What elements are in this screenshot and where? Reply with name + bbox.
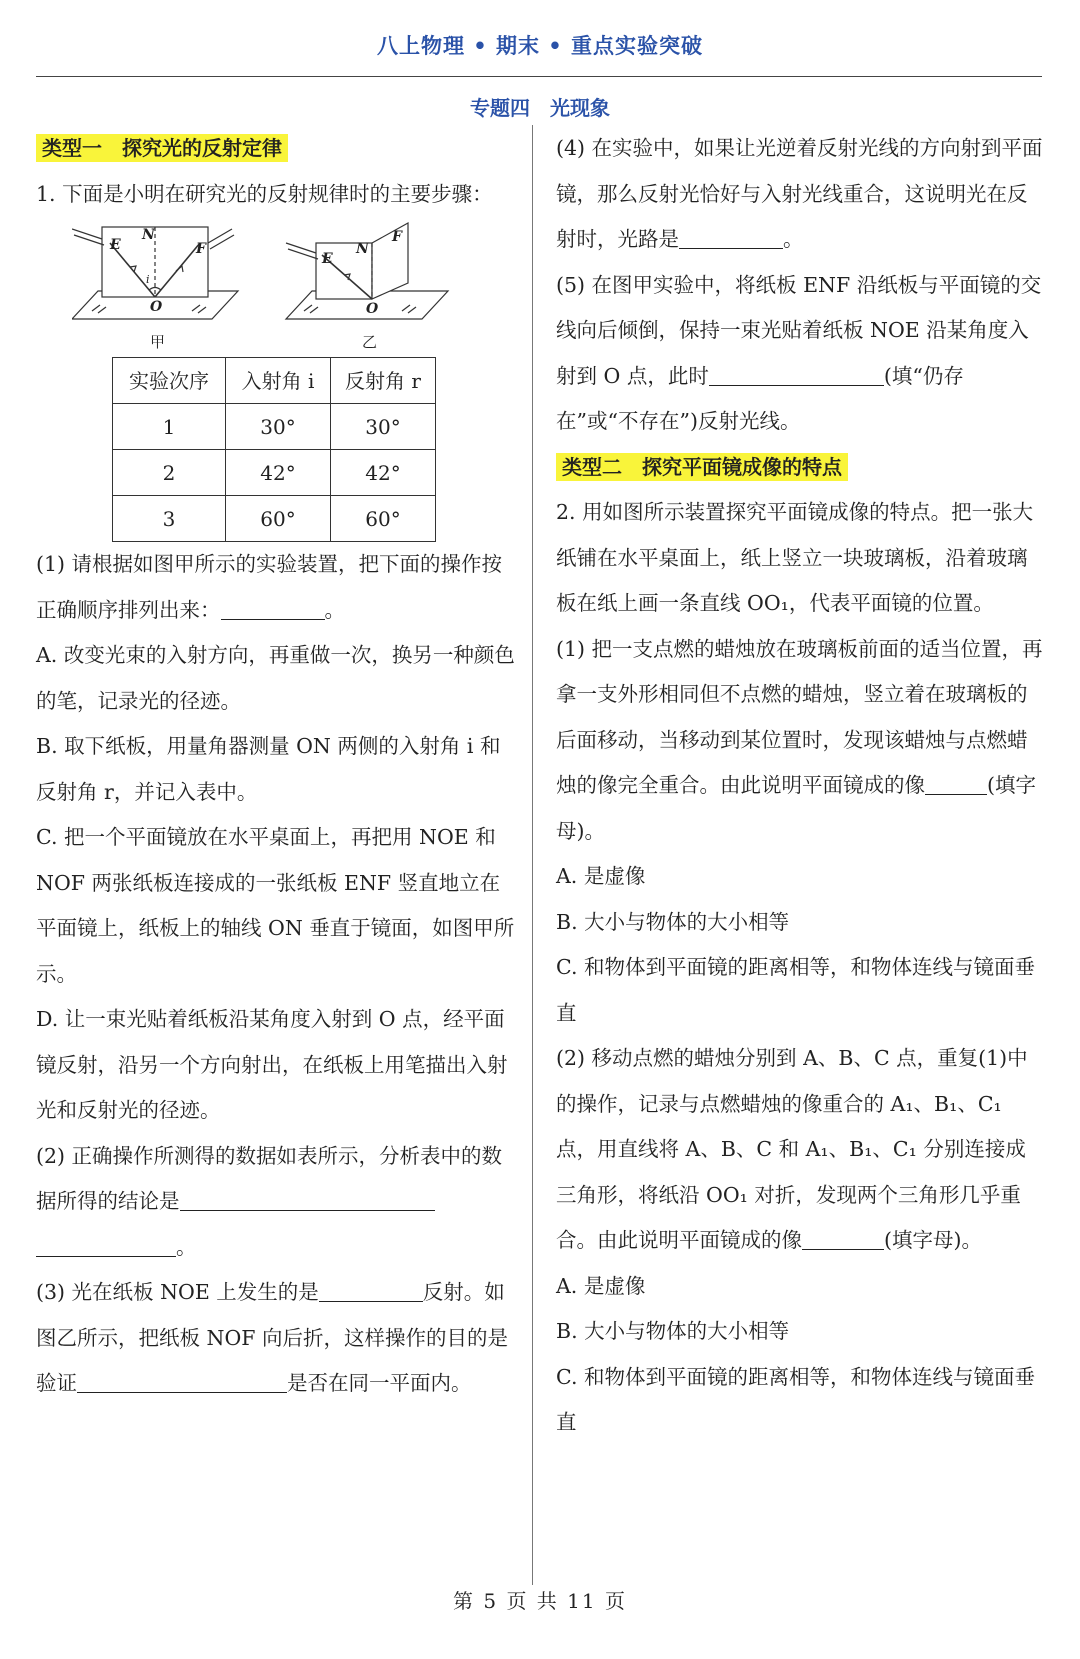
- q1-3-end: 是否在同一平面内。: [287, 1371, 472, 1395]
- label-O-yi: O: [366, 301, 379, 317]
- table-cell: 30°: [331, 404, 436, 450]
- page-header-title: 八上物理 • 期末 • 重点实验突破: [376, 34, 704, 58]
- right-column: [556, 126, 1044, 1446]
- table-cell: 3: [113, 496, 226, 542]
- question-two-part-2: [556, 1036, 1044, 1264]
- answer-blank: [36, 1234, 176, 1257]
- q1-4-text: (4) 在实验中，如果让光逆着反射光线的方向射到平面镜，那么反射光恰好与入射光线重合，这说明光在反射时，光路是: [556, 136, 1043, 251]
- option-a: A. 改变光束的入射方向，再重做一次，换另一种颜色的笔，记录光的径迹。: [36, 643, 515, 713]
- question-one-part-1: [36, 542, 520, 633]
- q2-1-option-c: C. 和物体到平面镜的距离相等，和物体连线与镜面垂直: [556, 955, 1035, 1025]
- experiment-diagram: [72, 221, 492, 353]
- header-rule: [36, 76, 1042, 77]
- table-cell: 1: [113, 404, 226, 450]
- label-yi: 乙: [362, 333, 378, 351]
- page-footer: 第 5 页 共 11 页: [453, 1589, 627, 1613]
- label-O-jia: O: [150, 299, 163, 315]
- q1-1-end: 。: [324, 597, 345, 622]
- figure-yi: [286, 223, 448, 351]
- q2-1-end: (填字母)。: [556, 773, 1036, 843]
- question-two-part-1: [556, 627, 1044, 855]
- table-cell: 42°: [226, 450, 331, 496]
- option-c: C. 把一个平面镜放在水平桌面上，再把用 NOE 和 NOF 两张纸板连接成的一张纸板 ENF 竖直地立在平面镜上，纸板上的轴线 ON 垂直于镜面，如图甲所示。: [36, 825, 515, 986]
- label-F-yi: F: [392, 229, 402, 245]
- question-one-part-3: [36, 1270, 520, 1407]
- table-header-cell: 反射角 r: [331, 358, 436, 404]
- option-b: B. 取下纸板，用量角器测量 ON 两侧的入射角 i 和反射角 r，并记入表中。: [36, 734, 501, 804]
- answer-blank: [77, 1370, 287, 1393]
- table-cell: 60°: [226, 496, 331, 542]
- category-one-heading: [36, 126, 520, 172]
- answer-blank: [709, 363, 884, 386]
- table-header-cell: 实验次序: [113, 358, 226, 404]
- table-row: [113, 496, 436, 542]
- q1-5-end: (填“仍存在”或“不存在”)反射光线。: [556, 363, 964, 433]
- answer-blank: [802, 1227, 884, 1250]
- table-header-cell: 入射角 i: [226, 358, 331, 404]
- question-one-part-2: [36, 1134, 520, 1271]
- category-one-label: 类型一 探究光的反射定律: [36, 134, 288, 162]
- question-one-part-5: [556, 263, 1044, 445]
- q2-2-text: (2) 移动点燃的蜡烛分别到 A、B、C 点，重复(1)中的操作，记录与点燃蜡烛的像重合的 A₁、B₁、C₁ 点，用直线将 A、B、C 和 A₁、B₁、C₁ 分别连接成三角形，将纸沿 OO₁ 对折，发现两个三角形几乎重合。由此说明平面镜成的像: [556, 1046, 1028, 1252]
- reflection-experiment-figure: [36, 217, 520, 357]
- q1-3-mid: 反射。如图乙所示，把纸板 NOF 向后折，这样操作的目的是验证: [36, 1280, 508, 1395]
- q1-4-end: 。: [783, 227, 804, 251]
- label-F-jia: F: [196, 241, 206, 257]
- figure-jia: [72, 227, 238, 351]
- answer-blank: [319, 1279, 423, 1302]
- q2-1-option-a: A. 是虚像: [556, 864, 646, 888]
- label-jia: 甲: [150, 333, 166, 351]
- q1-5-text: (5) 在图甲实验中，将纸板 ENF 沿纸板与平面镜的交线向后倾倒，保持一束光贴着纸板 NOE 沿某角度入射到 O 点，此时: [556, 272, 1042, 388]
- q1-3-text: (3) 光在纸板 NOE 上发生的是: [36, 1280, 319, 1304]
- label-N-jia: N: [142, 227, 155, 243]
- answer-blank: [679, 226, 783, 249]
- table-row: [113, 450, 436, 496]
- answer-blank: [180, 1188, 435, 1211]
- label-E-jia: E: [110, 237, 121, 253]
- label-N-yi: N: [356, 241, 369, 257]
- q2-2-end: (填字母)。: [884, 1228, 982, 1252]
- angle-data-table: [112, 357, 436, 542]
- table-row: [113, 404, 436, 450]
- column-divider: [532, 125, 533, 1585]
- question-one-part-4: [556, 126, 1044, 263]
- table-cell: 30°: [226, 404, 331, 450]
- question-one-intro: 1. 下面是小明在研究光的反射规律时的主要步骤：: [36, 181, 493, 206]
- left-column: [36, 126, 520, 1407]
- category-two-label: 类型二 探究平面镜成像的特点: [556, 453, 848, 481]
- q2-2-option-a: A. 是虚像: [556, 1273, 646, 1298]
- q1-1-text: (1) 请根据如图甲所示的实验装置，把下面的操作按正确顺序排列出来：: [36, 552, 503, 622]
- table-cell: 2: [113, 450, 226, 496]
- category-two-heading: [556, 445, 1044, 491]
- q2-1-option-b: B. 大小与物体的大小相等: [556, 909, 790, 934]
- q1-2-end: 。: [176, 1234, 197, 1259]
- table-header-row: [113, 358, 436, 404]
- label-i-jia: i: [146, 273, 150, 286]
- q2-2-option-c: C. 和物体到平面镜的距离相等，和物体连线与镜面垂直: [556, 1364, 1035, 1434]
- q2-1-text: (1) 把一支点燃的蜡烛放在玻璃板前面的适当位置，再拿一支外形相同但不点燃的蜡烛，竖立着在玻璃板的后面移动，当移动到某位置时，发现该蜡烛与点燃蜡烛的像完全重合。由此说明平面镜成的像: [556, 636, 1043, 797]
- answer-blank: [925, 772, 987, 795]
- label-E-yi: E: [322, 251, 333, 267]
- topic-title: 专题四 光现象: [470, 96, 610, 120]
- table-cell: 42°: [331, 450, 436, 496]
- option-d: D. 让一束光贴着纸板沿某角度入射到 O 点，经平面镜反射，沿另一个方向射出，在纸板上用笔描出入射光和反射光的径迹。: [36, 1007, 508, 1122]
- q1-2-text: (2) 正确操作所测得的数据如表所示，分析表中的数据所得的结论是: [36, 1143, 503, 1213]
- q2-2-option-b: B. 大小与物体的大小相等: [556, 1319, 790, 1343]
- answer-blank: [221, 597, 325, 620]
- table-cell: 60°: [331, 496, 436, 542]
- question-two-intro: 2. 用如图所示装置探究平面镜成像的特点。把一张大纸铺在水平桌面上，纸上竖立一块玻璃板，沿着玻璃板在纸上画一条直线 OO₁，代表平面镜的位置。: [556, 500, 1034, 615]
